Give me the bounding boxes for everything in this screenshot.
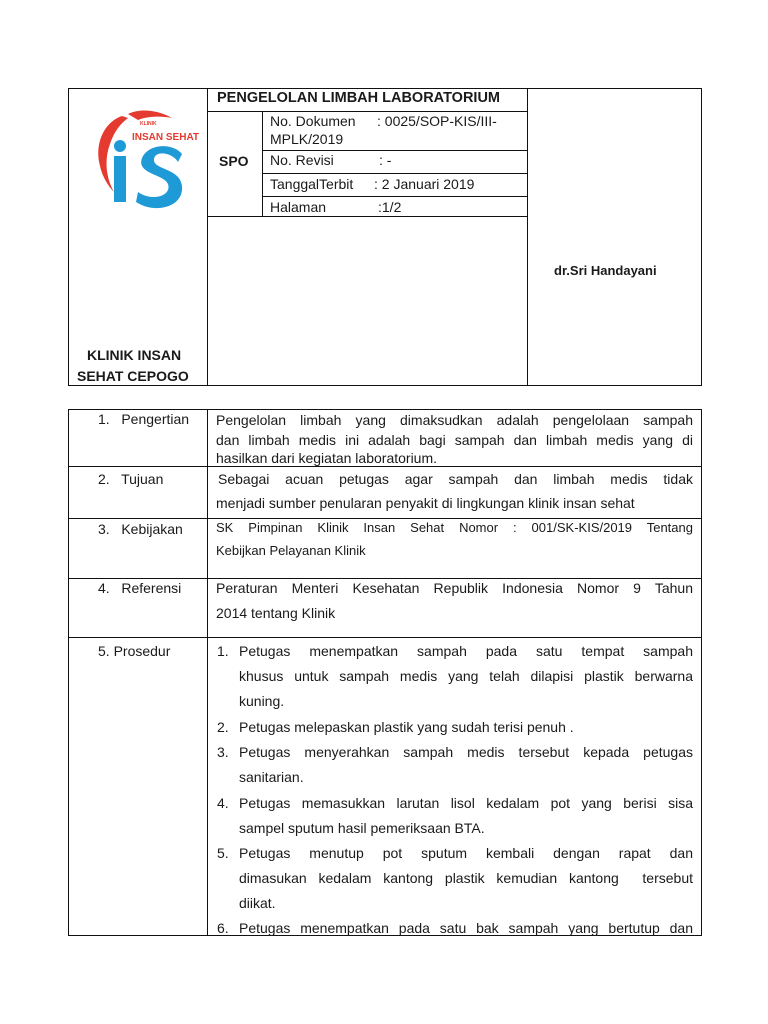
prosedur-item-line: Petugas menyerahkan sampah medis tersebut kepada petugas [239, 744, 693, 760]
page-value: :1/2 [378, 199, 402, 215]
kebijakan-line: Kebijkan Pelayanan Klinik [216, 543, 366, 558]
kebijakan-label: 3. Kebijakan [98, 521, 183, 537]
doc-no-label: No. Dokumen [270, 113, 356, 129]
document-title: PENGELOLAN LIMBAH LABORATORIUM [217, 90, 501, 106]
pengertian-line: dan limbah medis ini adalah bagi sampah dan limbah medis yang di [216, 432, 693, 448]
prosedur-item-number: 3. [217, 744, 229, 760]
signatory-name: dr.Sri Handayani [554, 263, 657, 278]
prosedur-item-line: Petugas memasukkan larutan lisol kedalam pot yang berisi sisa [239, 795, 693, 811]
clinic-logo [92, 104, 200, 214]
tujuan-line: menjadi sumber penularan penyakit di lingkungan klinik insan sehat [216, 495, 635, 511]
prosedur-item-line: Petugas menutup pot sputum kembali dengan rapat dan [239, 845, 693, 861]
prosedur-item-number: 5. [217, 845, 229, 861]
referensi-label: 4. Referensi [98, 580, 182, 596]
prosedur-item-number: 2. [217, 719, 229, 735]
doc-no-value: : 0025/SOP-KIS/III- [377, 113, 497, 129]
prosedur-item-line: khusus untuk sampah medis yang telah dilapisi plastik berwarna [239, 668, 693, 684]
prosedur-item-number: 1. [217, 643, 229, 659]
issue-date-value: : 2 Januari 2019 [374, 176, 475, 192]
prosedur-item-line: dimasukan kedalam kantong plastik kemudian kantong tersebut [239, 870, 693, 886]
clinic-name-line-2: SEHAT CEPOGO [77, 368, 189, 384]
pengertian-line: hasilkan dari kegiatan laboratorium. [216, 450, 438, 466]
prosedur-item-number: 6. [217, 920, 229, 936]
logo-brand-text: INSAN SEHAT [132, 132, 200, 143]
revision-label: No. Revisi [270, 152, 334, 168]
prosedur-item-line: kuning. [239, 693, 285, 709]
revision-value: : - [379, 152, 392, 168]
prosedur-label: 5. Prosedur [98, 643, 171, 659]
insan-sehat-logo-icon [92, 104, 200, 214]
referensi-line: 2014 tentang Klinik [216, 605, 336, 621]
tujuan-label: 2. Tujuan [98, 471, 164, 487]
prosedur-item-line: Petugas menempatkan pada satu bak sampah yang bertutup dan [239, 920, 693, 936]
page-label: Halaman [270, 199, 327, 215]
kebijakan-line: SK Pimpinan Klinik Insan Sehat Nomor : 001/SK-KIS/2019 Tentang [216, 520, 693, 535]
prosedur-item-line: sampel sputum hasil pemeriksaan BTA. [239, 820, 485, 836]
pengertian-line: Pengelolan limbah yang dimaksudkan adalah pengelolaan sampah [216, 412, 693, 428]
prosedur-item-line: Petugas melepaskan plastik yang sudah terisi penuh . [239, 719, 574, 735]
issue-date-label: TanggalTerbit [270, 176, 354, 192]
prosedur-item-line: sanitarian. [239, 769, 304, 785]
referensi-line: Peraturan Menteri Kesehatan Republik Indonesia Nomor 9 Tahun [216, 580, 693, 596]
spo-label: SPO [219, 153, 249, 169]
doc-no-value-continued: MPLK/2019 [270, 131, 344, 147]
prosedur-item-line: diikat. [239, 895, 276, 911]
pengertian-label: 1. Pengertian [98, 411, 190, 427]
prosedur-item-number: 4. [217, 795, 229, 811]
prosedur-item-line: Petugas menempatkan sampah pada satu tempat sampah [239, 643, 693, 659]
clinic-name-line-1: KLINIK INSAN [87, 347, 182, 363]
tujuan-line: Sebagai acuan petugas agar sampah dan limbah medis tidak [218, 471, 693, 487]
logo-small-text: KLINIK [140, 121, 157, 127]
